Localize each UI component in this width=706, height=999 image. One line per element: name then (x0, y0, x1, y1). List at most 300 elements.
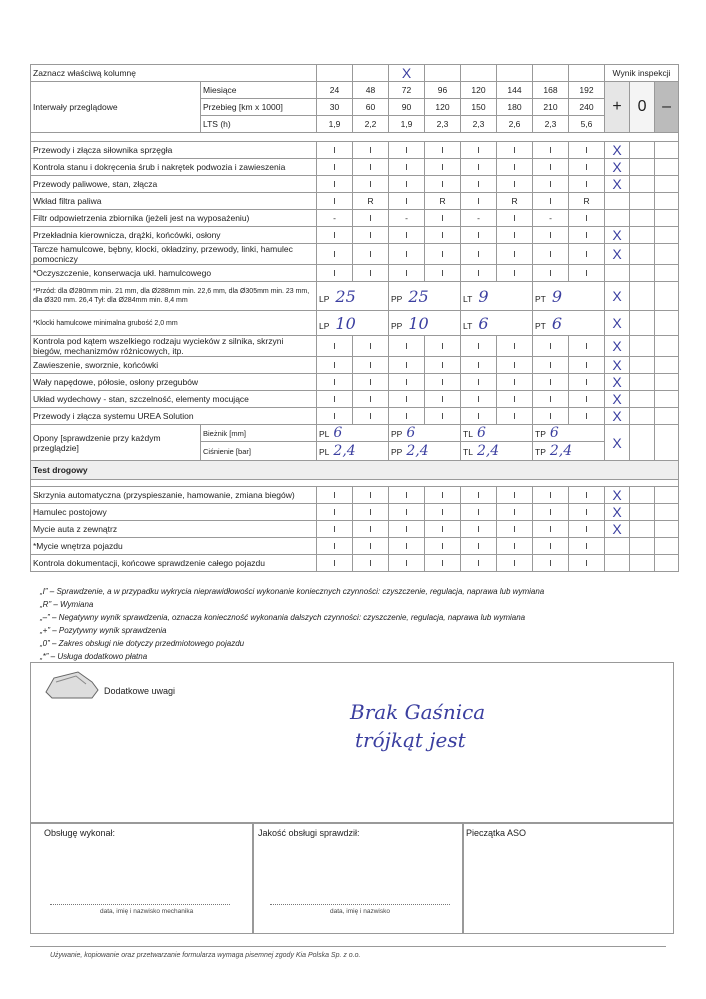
interval-cell: I (533, 193, 569, 210)
mileage-cell: 60 (353, 99, 389, 116)
interval-cell: I (533, 391, 569, 408)
service-performed-box (30, 822, 254, 934)
interval-cell: I (497, 265, 533, 282)
item-label: Przewody i złącza systemu UREA Solution (31, 408, 317, 425)
months-cell: 96 (425, 82, 461, 99)
result-mark: X (605, 425, 630, 461)
measure-cell (317, 282, 389, 311)
item-label: Przewody i złącza siłownika sprzęgła (31, 142, 317, 159)
interval-cell: I (389, 227, 425, 244)
tire-value: 2,4 (476, 443, 500, 459)
interval-cell: I (389, 142, 425, 159)
measure-cell (461, 282, 533, 311)
choose-column-label: Zaznacz właściwą kolumnę (31, 65, 317, 82)
interval-cell: I (569, 391, 605, 408)
item-row (31, 538, 679, 555)
months-cell: 24 (317, 82, 353, 99)
spacer-cell (31, 480, 679, 487)
interval-cell: I (533, 159, 569, 176)
result-cell (630, 142, 655, 159)
interval-cell: I (461, 357, 497, 374)
interval-cell: I (317, 336, 353, 357)
interval-cell: R (497, 193, 533, 210)
interval-cell: I (569, 159, 605, 176)
interval-cell: I (461, 336, 497, 357)
mechanic-signature-line (50, 904, 230, 905)
item-row (31, 142, 679, 159)
tire-key: TP (535, 429, 546, 439)
measure-key: LP (319, 320, 330, 331)
interval-cell: I (533, 357, 569, 374)
interval-cell: I (389, 555, 425, 572)
interval-cell: I (533, 374, 569, 391)
interval-cell: I (389, 538, 425, 555)
measure-cell (533, 311, 605, 336)
interval-cell: I (317, 487, 353, 504)
interval-cell: I (569, 374, 605, 391)
aso-stamp-label: Pieczątka ASO (466, 828, 527, 838)
result-cell (630, 487, 655, 504)
result-cell (630, 176, 655, 193)
interval-cell: - (533, 210, 569, 227)
result-cell (630, 521, 655, 538)
measure-value: 9 (551, 286, 563, 306)
result-cell (630, 357, 655, 374)
interval-cell: I (353, 227, 389, 244)
interval-cell: I (497, 555, 533, 572)
tire-key: TP (535, 447, 546, 457)
result-cell (655, 244, 679, 265)
tire-measure-cell (533, 425, 605, 442)
interval-cell: I (569, 336, 605, 357)
interval-cell: I (317, 227, 353, 244)
result-mark: X (605, 521, 630, 538)
result-cell (655, 282, 679, 311)
result-mark: X (605, 391, 630, 408)
result-cell (630, 504, 655, 521)
interval-cell: I (389, 193, 425, 210)
result-cell (655, 408, 679, 425)
selected-column-mark: X (389, 65, 425, 82)
interval-cell: I (461, 487, 497, 504)
item-row (31, 193, 679, 210)
interval-cell: I (389, 374, 425, 391)
item-label: Kontrola dokumentacji, końcowe sprawdzenie całego pojazdu (31, 555, 317, 572)
result-mark: X (605, 227, 630, 244)
measure-cell (389, 311, 461, 336)
item-row (31, 487, 679, 504)
interval-cell: I (569, 142, 605, 159)
interval-cell: I (461, 142, 497, 159)
item-label: Kontrola pod kątem wszelkiego rodzaju wycieków z silnika, skrzyni biegów, mechanizmów różnicowych, itp. (31, 336, 317, 357)
remarks-label: Dodatkowe uwagi (104, 686, 176, 696)
interval-cell: I (497, 391, 533, 408)
discs-label: *Przód: dla Ø280mm min. 21 mm, dla Ø288mm min. 22,6 mm, dla Ø305mm min. 23 mm, dla Ø320 mm. 26,4 Tył: dla Ø284mm min. 8,4 mm (31, 282, 317, 311)
interval-cell: I (317, 374, 353, 391)
interval-cell: I (497, 374, 533, 391)
minus-result: – (655, 82, 679, 133)
interval-cell: I (497, 227, 533, 244)
tire-key: TL (463, 447, 473, 457)
tires-pressure-label: Ciśnienie [bar] (201, 442, 317, 461)
result-cell (655, 176, 679, 193)
result-cell (655, 374, 679, 391)
result-cell (630, 193, 655, 210)
measure-value: 6 (478, 313, 489, 333)
item-label: Wkład filtra paliwa (31, 193, 317, 210)
interval-cell: I (353, 357, 389, 374)
interval-cell: I (317, 521, 353, 538)
legend (40, 585, 660, 663)
measure-value: 9 (478, 286, 489, 306)
item-label: Przewody paliwowe, stan, złącza (31, 176, 317, 193)
interval-cell: I (569, 487, 605, 504)
measure-value: 10 (335, 313, 356, 333)
tire-measure-cell (317, 442, 389, 461)
interval-cell: I (569, 244, 605, 265)
tire-key: PP (391, 429, 403, 439)
interval-cell: I (461, 193, 497, 210)
interval-cell: I (389, 244, 425, 265)
interval-cell: I (317, 176, 353, 193)
months-cell: 120 (461, 82, 497, 99)
result-mark (605, 265, 630, 282)
tires-tread-label: Bieżnik [mm] (201, 425, 317, 442)
interval-cell: I (425, 176, 461, 193)
legend-line: „+” – Pozytywny wynik sprawdzenia (40, 626, 167, 635)
result-mark: X (605, 244, 630, 265)
item-label: Kontrola stanu i dokręcenia śrub i nakrętek podwozia i zawieszenia (31, 159, 317, 176)
interval-cell: I (497, 210, 533, 227)
items-section (31, 142, 679, 572)
result-cell (655, 193, 679, 210)
lts-cell: 2,3 (461, 116, 497, 133)
interval-cell: I (425, 374, 461, 391)
inspection-table (30, 64, 679, 572)
item-label: Wały napędowe, półosie, osłony przegubów (31, 374, 317, 391)
interval-cell: I (317, 504, 353, 521)
interval-cell: I (353, 504, 389, 521)
lts-cell: 5,6 (569, 116, 605, 133)
mileage-cell: 180 (497, 99, 533, 116)
interval-cell: I (533, 408, 569, 425)
result-cell (630, 282, 655, 311)
item-label: Mycie auta z zewnątrz (31, 521, 317, 538)
months-cell: 72 (389, 82, 425, 99)
interval-cell: I (569, 265, 605, 282)
interval-cell: I (317, 159, 353, 176)
pads-label: *Klocki hamulcowe minimalna grubość 2,0 mm (31, 311, 317, 336)
mileage-cell: 120 (425, 99, 461, 116)
interval-cell: I (569, 210, 605, 227)
lts-cell: 2,3 (533, 116, 569, 133)
result-mark: X (605, 357, 630, 374)
interval-cell: I (317, 244, 353, 265)
interval-cell: - (461, 210, 497, 227)
interval-cell: I (389, 176, 425, 193)
interval-cell: R (425, 193, 461, 210)
car-icon (42, 668, 102, 702)
interval-cell: I (425, 357, 461, 374)
lts-cell: 2,3 (425, 116, 461, 133)
interval-cell: I (425, 555, 461, 572)
road-test-label: Test drogowy (31, 461, 679, 480)
item-row (31, 265, 679, 282)
interval-cell: I (461, 244, 497, 265)
interval-cell: I (533, 555, 569, 572)
interval-cell: I (533, 265, 569, 282)
measure-cell (317, 311, 389, 336)
interval-cell: I (317, 142, 353, 159)
item-row (31, 159, 679, 176)
interval-cell: I (497, 159, 533, 176)
road-test-row (31, 461, 679, 480)
item-label: Przekładnia kierownicza, drążki, końcówki, osłony (31, 227, 317, 244)
mileage-cell: 90 (389, 99, 425, 116)
result-cell (655, 210, 679, 227)
tire-key: PL (319, 429, 330, 439)
interval-cell: I (497, 336, 533, 357)
result-mark: X (605, 336, 630, 357)
result-cell (655, 487, 679, 504)
tire-key: TL (463, 429, 473, 439)
item-label: Tarcze hamulcowe, bębny, klocki, okładziny, przewody, linki, hamulec pomocniczy (31, 244, 317, 265)
result-mark: X (605, 504, 630, 521)
result-cell (655, 425, 679, 461)
item-label: *Oczyszczenie, konserwacja ukł. hamulcowego (31, 265, 317, 282)
result-mark (605, 555, 630, 572)
interval-cell: I (497, 408, 533, 425)
interval-cell: I (353, 391, 389, 408)
result-cell (655, 504, 679, 521)
months-cell: 168 (533, 82, 569, 99)
quality-checked-box (252, 822, 464, 934)
interval-cell: I (389, 357, 425, 374)
item-row (31, 408, 679, 425)
interval-cell: I (533, 142, 569, 159)
tires-tread-row (31, 425, 679, 442)
interval-cell: I (353, 244, 389, 265)
months-cell: 144 (497, 82, 533, 99)
tire-measure-cell (389, 442, 461, 461)
result-cell (630, 425, 655, 461)
item-row (31, 210, 679, 227)
interval-cell: I (569, 538, 605, 555)
result-cell (630, 244, 655, 265)
tire-measure-cell (317, 425, 389, 442)
result-cell (655, 555, 679, 572)
interval-cell: I (461, 265, 497, 282)
interval-cell: I (569, 357, 605, 374)
interval-cell: R (353, 193, 389, 210)
interval-cell: I (425, 210, 461, 227)
interval-cell: I (533, 244, 569, 265)
lts-cell: 2,6 (497, 116, 533, 133)
result-cell (655, 521, 679, 538)
interval-cell: I (533, 504, 569, 521)
interval-cell: I (353, 210, 389, 227)
result-cell (655, 357, 679, 374)
result-cell (655, 311, 679, 336)
result-mark: X (605, 408, 630, 425)
measure-key: LP (319, 293, 330, 304)
tire-value: 6 (476, 425, 486, 441)
result-mark: X (605, 282, 630, 311)
item-row (31, 357, 679, 374)
interval-cell: I (317, 408, 353, 425)
interval-cell: I (389, 487, 425, 504)
result-cell (630, 227, 655, 244)
interval-cell: I (569, 176, 605, 193)
interval-cell: I (461, 504, 497, 521)
lts-cell: 1,9 (317, 116, 353, 133)
service-performed-label: Obsługę wykonał: (44, 828, 116, 838)
interval-cell: I (497, 487, 533, 504)
interval-cell: I (353, 408, 389, 425)
interval-cell: I (389, 159, 425, 176)
interval-cell: I (497, 521, 533, 538)
interval-cell: I (353, 374, 389, 391)
measure-key: LT (463, 293, 473, 304)
measure-value: 25 (335, 286, 356, 306)
interval-cell: I (425, 408, 461, 425)
tire-value: 2,4 (549, 443, 573, 459)
result-cell (630, 336, 655, 357)
quality-checked-label: Jakość obsługi sprawdził: (258, 828, 360, 838)
measure-key: PP (391, 320, 403, 331)
mileage-cell: 150 (461, 99, 497, 116)
footer-note: Używanie, kopiowanie oraz przetwarzanie formularza wymaga pisemnej zgody Kia Polska Sp. z o.o. (50, 952, 361, 959)
inspection-result-label: Wynik inspekcji (605, 65, 679, 82)
measure-key: PP (391, 293, 403, 304)
item-row (31, 521, 679, 538)
result-cell (630, 311, 655, 336)
result-mark: X (605, 142, 630, 159)
interval-cell: I (425, 142, 461, 159)
interval-cell: I (353, 176, 389, 193)
interval-cell: I (497, 504, 533, 521)
remarks-handwriting-line2: trójkąt jest (355, 728, 466, 752)
tires-label: Opony [sprawdzenie przy każdym przeglądzie] (31, 425, 201, 461)
interval-cell: I (353, 142, 389, 159)
interval-cell: I (425, 227, 461, 244)
interval-cell: I (425, 504, 461, 521)
legend-line: „*” – Usługa dodatkowo płatna (40, 652, 148, 661)
zero-result: 0 (630, 82, 655, 133)
interval-cell: I (425, 265, 461, 282)
interval-cell: I (533, 487, 569, 504)
measure-cell (533, 282, 605, 311)
item-row (31, 244, 679, 265)
interval-cell: I (569, 555, 605, 572)
interval-cell: I (533, 176, 569, 193)
result-mark (605, 210, 630, 227)
interval-cell: I (461, 227, 497, 244)
interval-cell: I (389, 336, 425, 357)
result-cell (655, 159, 679, 176)
interval-cell: I (353, 265, 389, 282)
tire-value: 6 (333, 425, 343, 441)
result-cell (630, 538, 655, 555)
plus-result: + (605, 82, 630, 133)
item-label: Układ wydechowy - stan, szczelność, elementy mocujące (31, 391, 317, 408)
interval-cell: I (353, 521, 389, 538)
measure-key: LT (463, 320, 473, 331)
interval-cell: I (425, 487, 461, 504)
interval-cell: I (569, 504, 605, 521)
legend-line: „0” – Zakres obsługi nie dotyczy przedmiotowego pojazdu (40, 639, 245, 648)
interval-cell: I (389, 391, 425, 408)
lts-cell: 1,9 (389, 116, 425, 133)
legend-line: „R” – Wymiana (40, 600, 94, 609)
interval-cell: I (533, 538, 569, 555)
service-intervals-label: Interwały przeglądowe (31, 82, 201, 133)
result-cell (630, 159, 655, 176)
interval-cell: I (569, 521, 605, 538)
interval-cell: I (533, 227, 569, 244)
interval-cell: I (533, 521, 569, 538)
interval-cell: I (389, 408, 425, 425)
item-label: Filtr odpowietrzenia zbiornika (jeżeli jest na wyposażeniu) (31, 210, 317, 227)
tire-key: PL (319, 447, 330, 457)
mileage-cell: 210 (533, 99, 569, 116)
result-cell (630, 265, 655, 282)
mechanic-caption: data, imię i nazwisko mechanika (100, 908, 194, 915)
interval-cell: I (461, 374, 497, 391)
interval-cell: I (461, 176, 497, 193)
spacer-row (31, 480, 679, 487)
months-cell: 192 (569, 82, 605, 99)
footer-divider (30, 946, 666, 947)
tire-measure-cell (461, 442, 533, 461)
interval-cell: R (569, 193, 605, 210)
result-mark: X (605, 374, 630, 391)
interval-cell: I (425, 521, 461, 538)
pads-row (31, 311, 679, 336)
interval-cell: I (497, 357, 533, 374)
interval-cell: I (317, 193, 353, 210)
mileage-cell: 30 (317, 99, 353, 116)
interval-cell: I (497, 176, 533, 193)
item-row (31, 336, 679, 357)
interval-cell: I (461, 391, 497, 408)
measure-cell (461, 311, 533, 336)
result-cell (630, 391, 655, 408)
tire-value: 2,4 (406, 443, 429, 459)
tire-value: 6 (406, 425, 416, 441)
result-cell (655, 336, 679, 357)
item-label: Hamulec postojowy (31, 504, 317, 521)
interval-cell: I (353, 555, 389, 572)
interval-cell: I (353, 487, 389, 504)
measure-value: 6 (551, 313, 563, 333)
aso-stamp-box (462, 822, 674, 934)
interval-cell: I (425, 336, 461, 357)
legend-line: „–” – Negatywny wynik sprawdzenia, oznacza konieczność wykonania dalszych czynności: czyszczenie, regulacja, naprawa lub wymiana (40, 613, 526, 622)
tire-key: PP (391, 447, 403, 457)
item-label: Zawieszenie, sworznie, końcówki (31, 357, 317, 374)
result-mark: X (605, 159, 630, 176)
item-row (31, 504, 679, 521)
tire-value: 6 (549, 425, 559, 441)
discs-row (31, 282, 679, 311)
interval-cell: - (389, 210, 425, 227)
interval-cell: I (497, 244, 533, 265)
interval-cell: I (461, 159, 497, 176)
interval-cell: I (533, 336, 569, 357)
result-mark (605, 538, 630, 555)
interval-cell: I (317, 555, 353, 572)
